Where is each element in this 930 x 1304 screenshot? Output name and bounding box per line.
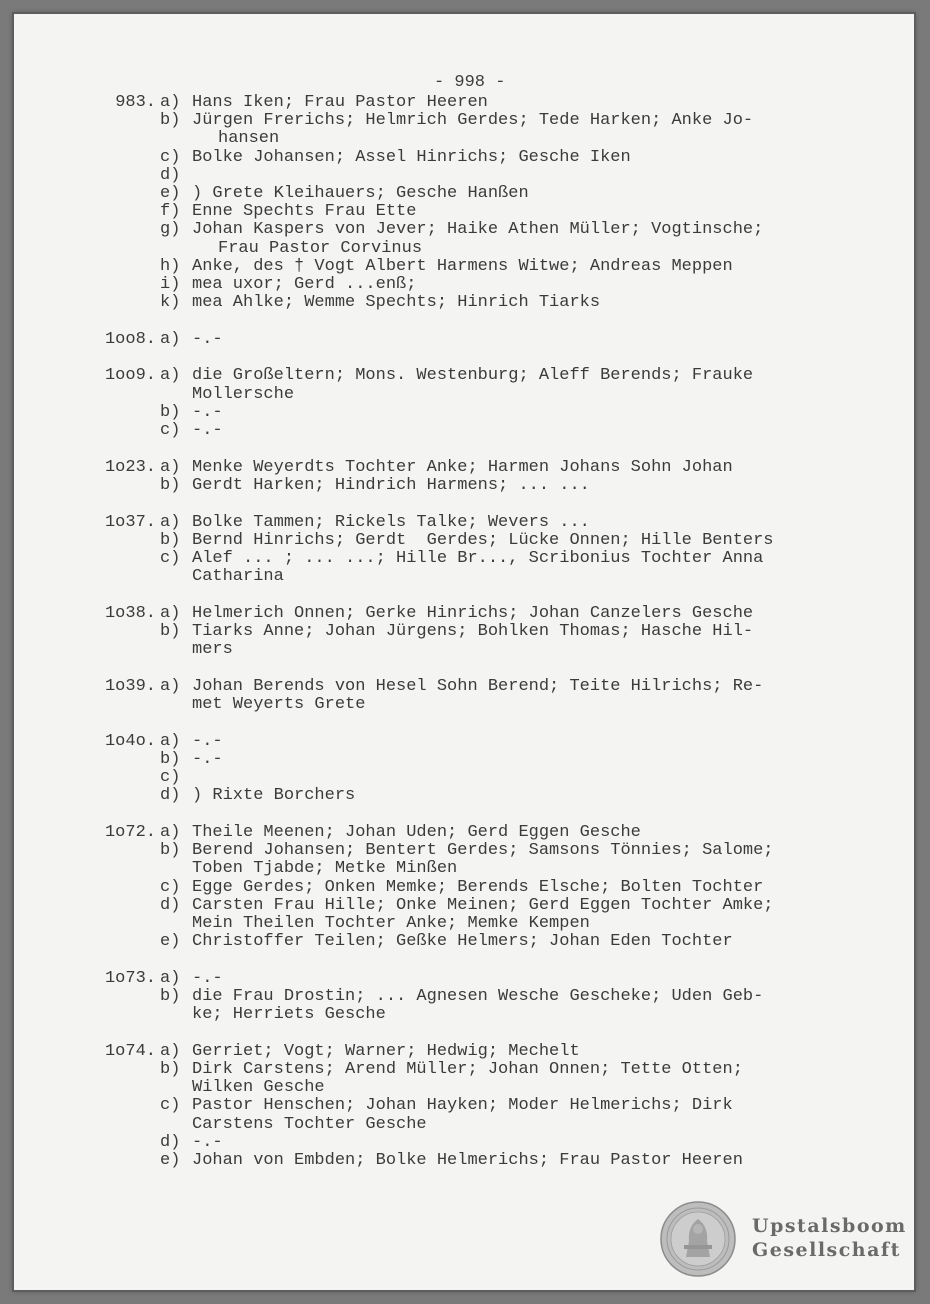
entries-list xyxy=(14,94,914,1170)
entry-number: 1o23. xyxy=(104,457,156,477)
entry-number: 1o4o. xyxy=(104,731,156,751)
entry-line xyxy=(14,605,914,623)
entry-line xyxy=(14,933,914,951)
entry-line xyxy=(14,422,914,440)
entry-line xyxy=(14,751,914,769)
brand-text xyxy=(752,1214,907,1262)
brand-line-1: Upstalsboom xyxy=(752,1215,907,1237)
entry-letter: c) xyxy=(160,548,181,568)
entry-line xyxy=(14,1152,914,1170)
entry-number: 1o74. xyxy=(104,1041,156,1061)
entry-text: Theile Meenen; Johan Uden; Gerd Eggen Gesche xyxy=(192,823,641,842)
entry-text: met Weyerts Grete xyxy=(192,695,366,715)
entry-text: Johan von Embden; Bolke Helmerichs; Frau Pastor Heeren xyxy=(192,1151,743,1170)
entry-text: Mollersche xyxy=(192,384,295,404)
entry xyxy=(14,678,914,714)
entry-text: Berend Johansen; Bentert Gerdes; Samsons Tönnies; Salome; xyxy=(192,841,774,861)
entry-text: Dirk Carstens; Arend Müller; Johan Onnen; Tette Otten; xyxy=(192,1060,743,1080)
entry-letter: c) xyxy=(160,768,181,788)
entry-letter: a) xyxy=(160,731,181,751)
document-frame xyxy=(14,14,914,1290)
entry-line xyxy=(14,1061,914,1079)
entry-line xyxy=(14,386,914,404)
entry-text: ) Rixte Borchers xyxy=(192,786,356,806)
entry-text: Carstens Tochter Gesche xyxy=(192,1114,427,1134)
entry-text: Enne Spechts Frau Ette xyxy=(192,202,417,222)
entry-letter: d) xyxy=(160,165,181,185)
document-page xyxy=(14,14,914,1290)
entry-line xyxy=(14,842,914,860)
entry-line xyxy=(14,276,914,294)
entry-letter: k) xyxy=(160,293,181,313)
entry-letter: e) xyxy=(160,183,181,203)
entry-text: Alef ... ; ... ...; Hille Br..., Scribonius Tochter Anna xyxy=(192,548,764,568)
entry-letter: b) xyxy=(160,402,181,422)
entry-line xyxy=(14,258,914,276)
entry-line xyxy=(14,787,914,805)
entry-line xyxy=(14,203,914,221)
entry-letter: a) xyxy=(160,93,181,112)
entry-letter: b) xyxy=(160,841,181,861)
entry-line xyxy=(14,988,914,1006)
entry-line xyxy=(14,550,914,568)
entry-text: Johan Berends von Hesel Sohn Berend; Teite Hilrichs; Re- xyxy=(192,676,764,696)
entry-line xyxy=(14,1097,914,1115)
entry-line xyxy=(14,404,914,422)
entry-letter: b) xyxy=(160,987,181,1006)
entry-line xyxy=(14,331,914,349)
entry-line xyxy=(14,733,914,751)
entry-text: Catharina xyxy=(192,567,284,587)
entry-letter: d) xyxy=(160,895,181,915)
entry-line xyxy=(14,568,914,586)
entry-text: Anke, des † Vogt Albert Harmens Witwe; Andreas Meppen xyxy=(192,256,733,276)
entry-text: mea uxor; Gerd ...enß; xyxy=(192,274,417,294)
entry-line xyxy=(14,94,914,112)
entry-line xyxy=(14,623,914,641)
entry-line xyxy=(14,221,914,239)
entry-letter: g) xyxy=(160,220,181,240)
entry-letter: a) xyxy=(160,457,181,477)
entry-line xyxy=(14,1116,914,1134)
entry-text: Helmerich Onnen; Gerke Hinrichs; Johan Canzelers Gesche xyxy=(192,603,754,623)
entry-text: Gerdt Harken; Hindrich Harmens; ... ... xyxy=(192,475,590,495)
entry-letter: a) xyxy=(160,968,181,988)
entry xyxy=(14,331,914,349)
entry-text: Menke Weyerdts Tochter Anke; Harmen Johans Sohn Johan xyxy=(192,457,733,477)
entry-letter: a) xyxy=(160,823,181,842)
entry-line xyxy=(14,459,914,477)
entry xyxy=(14,367,914,440)
entry-text: -.- xyxy=(192,402,223,422)
entry-text: Frau Pastor Corvinus xyxy=(218,238,423,258)
entry-text: Bolke Johansen; Assel Hinrichs; Gesche Iken xyxy=(192,147,631,167)
entry-line xyxy=(14,185,914,203)
entry-text: Carsten Frau Hille; Onke Meinen; Gerd Eggen Tochter Amke; xyxy=(192,895,774,915)
entry-line xyxy=(14,678,914,696)
entry xyxy=(14,970,914,1025)
entry-text: Tiarks Anne; Johan Jürgens; Bohlken Thomas; Hasche Hil- xyxy=(192,622,754,641)
entry-number: 1o37. xyxy=(104,512,156,532)
entry-letter: a) xyxy=(160,366,181,386)
entry-text: -.- xyxy=(192,749,223,769)
page-number: - 998 - xyxy=(434,73,506,92)
entry-letter: i) xyxy=(160,274,181,294)
entry-line xyxy=(14,477,914,495)
entry-line xyxy=(14,769,914,787)
entry-letter: c) xyxy=(160,421,181,440)
entry-text: die Großeltern; Mons. Westenburg; Aleff Berends; Frauke xyxy=(192,366,754,386)
entry-text: Wilken Gesche xyxy=(192,1078,325,1098)
entry xyxy=(14,514,914,587)
entry-line xyxy=(14,860,914,878)
entry xyxy=(14,824,914,951)
entry-line xyxy=(14,1006,914,1024)
entry xyxy=(14,459,914,495)
entry-letter: b) xyxy=(160,475,181,495)
entry-text: -.- xyxy=(192,421,223,440)
entry-number: 1o73. xyxy=(104,968,156,988)
entry-letter: h) xyxy=(160,256,181,276)
entry xyxy=(14,605,914,660)
entry-text: Gerriet; Vogt; Warner; Hedwig; Mechelt xyxy=(192,1041,580,1061)
entry-line xyxy=(14,897,914,915)
entry-line xyxy=(14,130,914,148)
entry-line xyxy=(14,294,914,312)
entry-number: 1o38. xyxy=(104,603,156,623)
entry xyxy=(14,733,914,806)
entry-text: mea Ahlke; Wemme Spechts; Hinrich Tiarks xyxy=(192,293,601,313)
entry-letter: b) xyxy=(160,111,181,131)
entry-text: die Frau Drostin; ... Agnesen Wesche Gescheke; Uden Geb- xyxy=(192,987,764,1006)
entry-text: -.- xyxy=(192,329,223,349)
entry-letter: c) xyxy=(160,1096,181,1116)
entry-letter: a) xyxy=(160,512,181,532)
entry-number: 1oo8. xyxy=(104,329,156,349)
entry-text: -.- xyxy=(192,1132,223,1152)
entry-text: Hans Iken; Frau Pastor Heeren xyxy=(192,93,488,112)
entry-text: ke; Herriets Gesche xyxy=(192,1005,386,1025)
entry-letter: d) xyxy=(160,786,181,806)
entry-letter: b) xyxy=(160,1060,181,1080)
entry-text: Bernd Hinrichs; Gerdt Gerdes; Lücke Onnen; Hille Benters xyxy=(192,530,774,550)
entry-letter: c) xyxy=(160,877,181,897)
entry-line xyxy=(14,824,914,842)
entry-text: Egge Gerdes; Onken Memke; Berends Elsche; Bolten Tochter xyxy=(192,877,764,897)
entry-number: 1o39. xyxy=(104,676,156,696)
entry-letter: a) xyxy=(160,329,181,349)
entry-text: Mein Theilen Tochter Anke; Memke Kempen xyxy=(192,913,590,933)
entry-letter: a) xyxy=(160,603,181,623)
entry-letter: b) xyxy=(160,530,181,550)
entry-line xyxy=(14,879,914,897)
entry-number: 1o72. xyxy=(104,823,156,842)
entry-text: Pastor Henschen; Johan Hayken; Moder Helmerichs; Dirk xyxy=(192,1096,733,1116)
entry-text: Christoffer Teilen; Geßke Helmers; Johan Eden Tochter xyxy=(192,932,733,952)
entry-line xyxy=(14,514,914,532)
entry xyxy=(14,94,914,312)
entry-letter: d) xyxy=(160,1132,181,1152)
entry-letter: e) xyxy=(160,1151,181,1170)
entry-line xyxy=(14,970,914,988)
entry-letter: c) xyxy=(160,147,181,167)
entry-number: 1oo9. xyxy=(104,366,156,386)
entry-text: hansen xyxy=(218,129,280,149)
entry-line xyxy=(14,149,914,167)
entry-line xyxy=(14,240,914,258)
entry-line xyxy=(14,112,914,130)
entry xyxy=(14,1043,914,1170)
entry-letter: b) xyxy=(160,749,181,769)
entry-text: Bolke Tammen; Rickels Talke; Wevers ... xyxy=(192,512,590,532)
entry-text: Johan Kaspers von Jever; Haike Athen Müller; Vogtinsche; xyxy=(192,220,764,240)
entry-letter: a) xyxy=(160,676,181,696)
entry-line xyxy=(14,696,914,714)
entry-line xyxy=(14,167,914,185)
entry-letter: a) xyxy=(160,1041,181,1061)
entry-text: Jürgen Frerichs; Helmrich Gerdes; Tede Harken; Anke Jo- xyxy=(192,111,754,131)
entry-letter: b) xyxy=(160,622,181,641)
entry-text: -.- xyxy=(192,968,223,988)
entry-line xyxy=(14,532,914,550)
entry-line xyxy=(14,641,914,659)
entry-letter: e) xyxy=(160,932,181,952)
entry-line xyxy=(14,367,914,385)
seal-logo xyxy=(660,1201,736,1277)
entry-line xyxy=(14,915,914,933)
entry-text: -.- xyxy=(192,731,223,751)
entry-text: Toben Tjabde; Metke Minßen xyxy=(192,859,458,879)
entry-text: ) Grete Kleihauers; Gesche Hanßen xyxy=(192,183,529,203)
entry-line xyxy=(14,1043,914,1061)
entry-text: mers xyxy=(192,640,233,660)
entry-number: 983. xyxy=(115,93,156,112)
entry-line xyxy=(14,1079,914,1097)
entry-line xyxy=(14,1134,914,1152)
brand-line-2: Gesellschaft xyxy=(752,1239,901,1261)
entry-letter: f) xyxy=(160,202,181,222)
